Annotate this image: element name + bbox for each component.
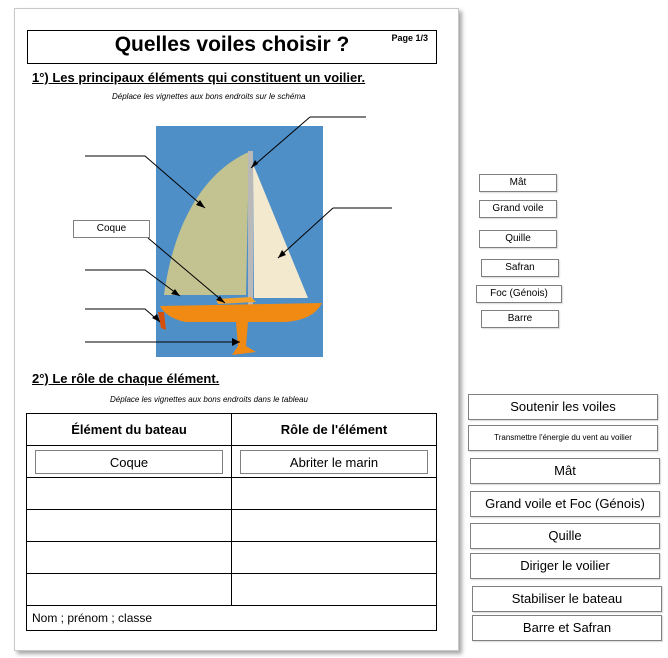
footer-name-box[interactable] [26, 604, 437, 631]
table-cell-empty[interactable] [232, 542, 437, 574]
hull [160, 303, 322, 322]
part-tile-keel[interactable]: Quille [479, 230, 557, 248]
table-cell [232, 446, 437, 478]
title-box [27, 30, 437, 64]
table-cell-empty[interactable] [232, 510, 437, 542]
diagram-label-hull[interactable]: Coque [73, 220, 150, 238]
table-row [27, 478, 437, 510]
role-tile-support-sails[interactable]: Soutenir les voiles [468, 394, 658, 420]
instruction-2: Déplace les vignettes aux bons endroits dans le tableau [110, 395, 308, 404]
tile-element-hull[interactable]: Coque [35, 450, 223, 474]
table-cell-empty[interactable] [27, 574, 232, 606]
header-element: Élément du bateau [27, 414, 232, 446]
mast [248, 151, 253, 306]
table-row [27, 510, 437, 542]
page-title: Quelles voiles choisir ? [114, 33, 350, 56]
table-cell-empty[interactable] [232, 574, 437, 606]
table-cell-empty[interactable] [27, 478, 232, 510]
role-tile-steer[interactable]: Diriger le voilier [470, 553, 660, 579]
section-2-heading: 2°) Le rôle de chaque élément. [32, 371, 220, 386]
role-tile-stabilize[interactable]: Stabiliser le bateau [472, 586, 662, 612]
sailboat-image [156, 126, 323, 357]
part-tile-mast[interactable]: Mât [479, 174, 557, 192]
table-header-row [27, 414, 437, 446]
table-cell-empty[interactable] [232, 478, 437, 510]
table-row [27, 574, 437, 606]
table-cell-empty[interactable] [27, 510, 232, 542]
table-row [27, 446, 437, 478]
part-tile-mainsail[interactable]: Grand voile [479, 200, 557, 218]
table-cell [27, 446, 232, 478]
table-cell-empty[interactable] [27, 542, 232, 574]
section-1-heading: 1°) Les principaux éléments qui constituent un voilier. [32, 70, 366, 85]
part-tile-tiller[interactable]: Barre [481, 310, 559, 328]
element-tile-keel[interactable]: Quille [470, 523, 660, 549]
element-tile-sails[interactable]: Grand voile et Foc (Génois) [470, 491, 660, 517]
role-table [26, 413, 437, 606]
element-tile-tiller-rudder[interactable]: Barre et Safran [472, 615, 662, 641]
table-row [27, 542, 437, 574]
footer-label: Nom ; prénom ; classe [32, 611, 153, 625]
instruction-1: Déplace les vignettes aux bons endroits sur le schéma [112, 92, 306, 101]
header-role: Rôle de l'élément [232, 414, 437, 446]
part-tile-jib[interactable]: Foc (Génois) [476, 285, 562, 303]
part-tile-rudder[interactable]: Safran [481, 259, 559, 277]
page-number: Page 1/3 [391, 33, 428, 43]
tile-role-shelter[interactable]: Abriter le marin [240, 450, 428, 474]
element-tile-mast[interactable]: Mât [470, 458, 660, 484]
role-tile-transmit-energy[interactable]: Transmettre l'énergie du vent au voilier [468, 425, 658, 451]
